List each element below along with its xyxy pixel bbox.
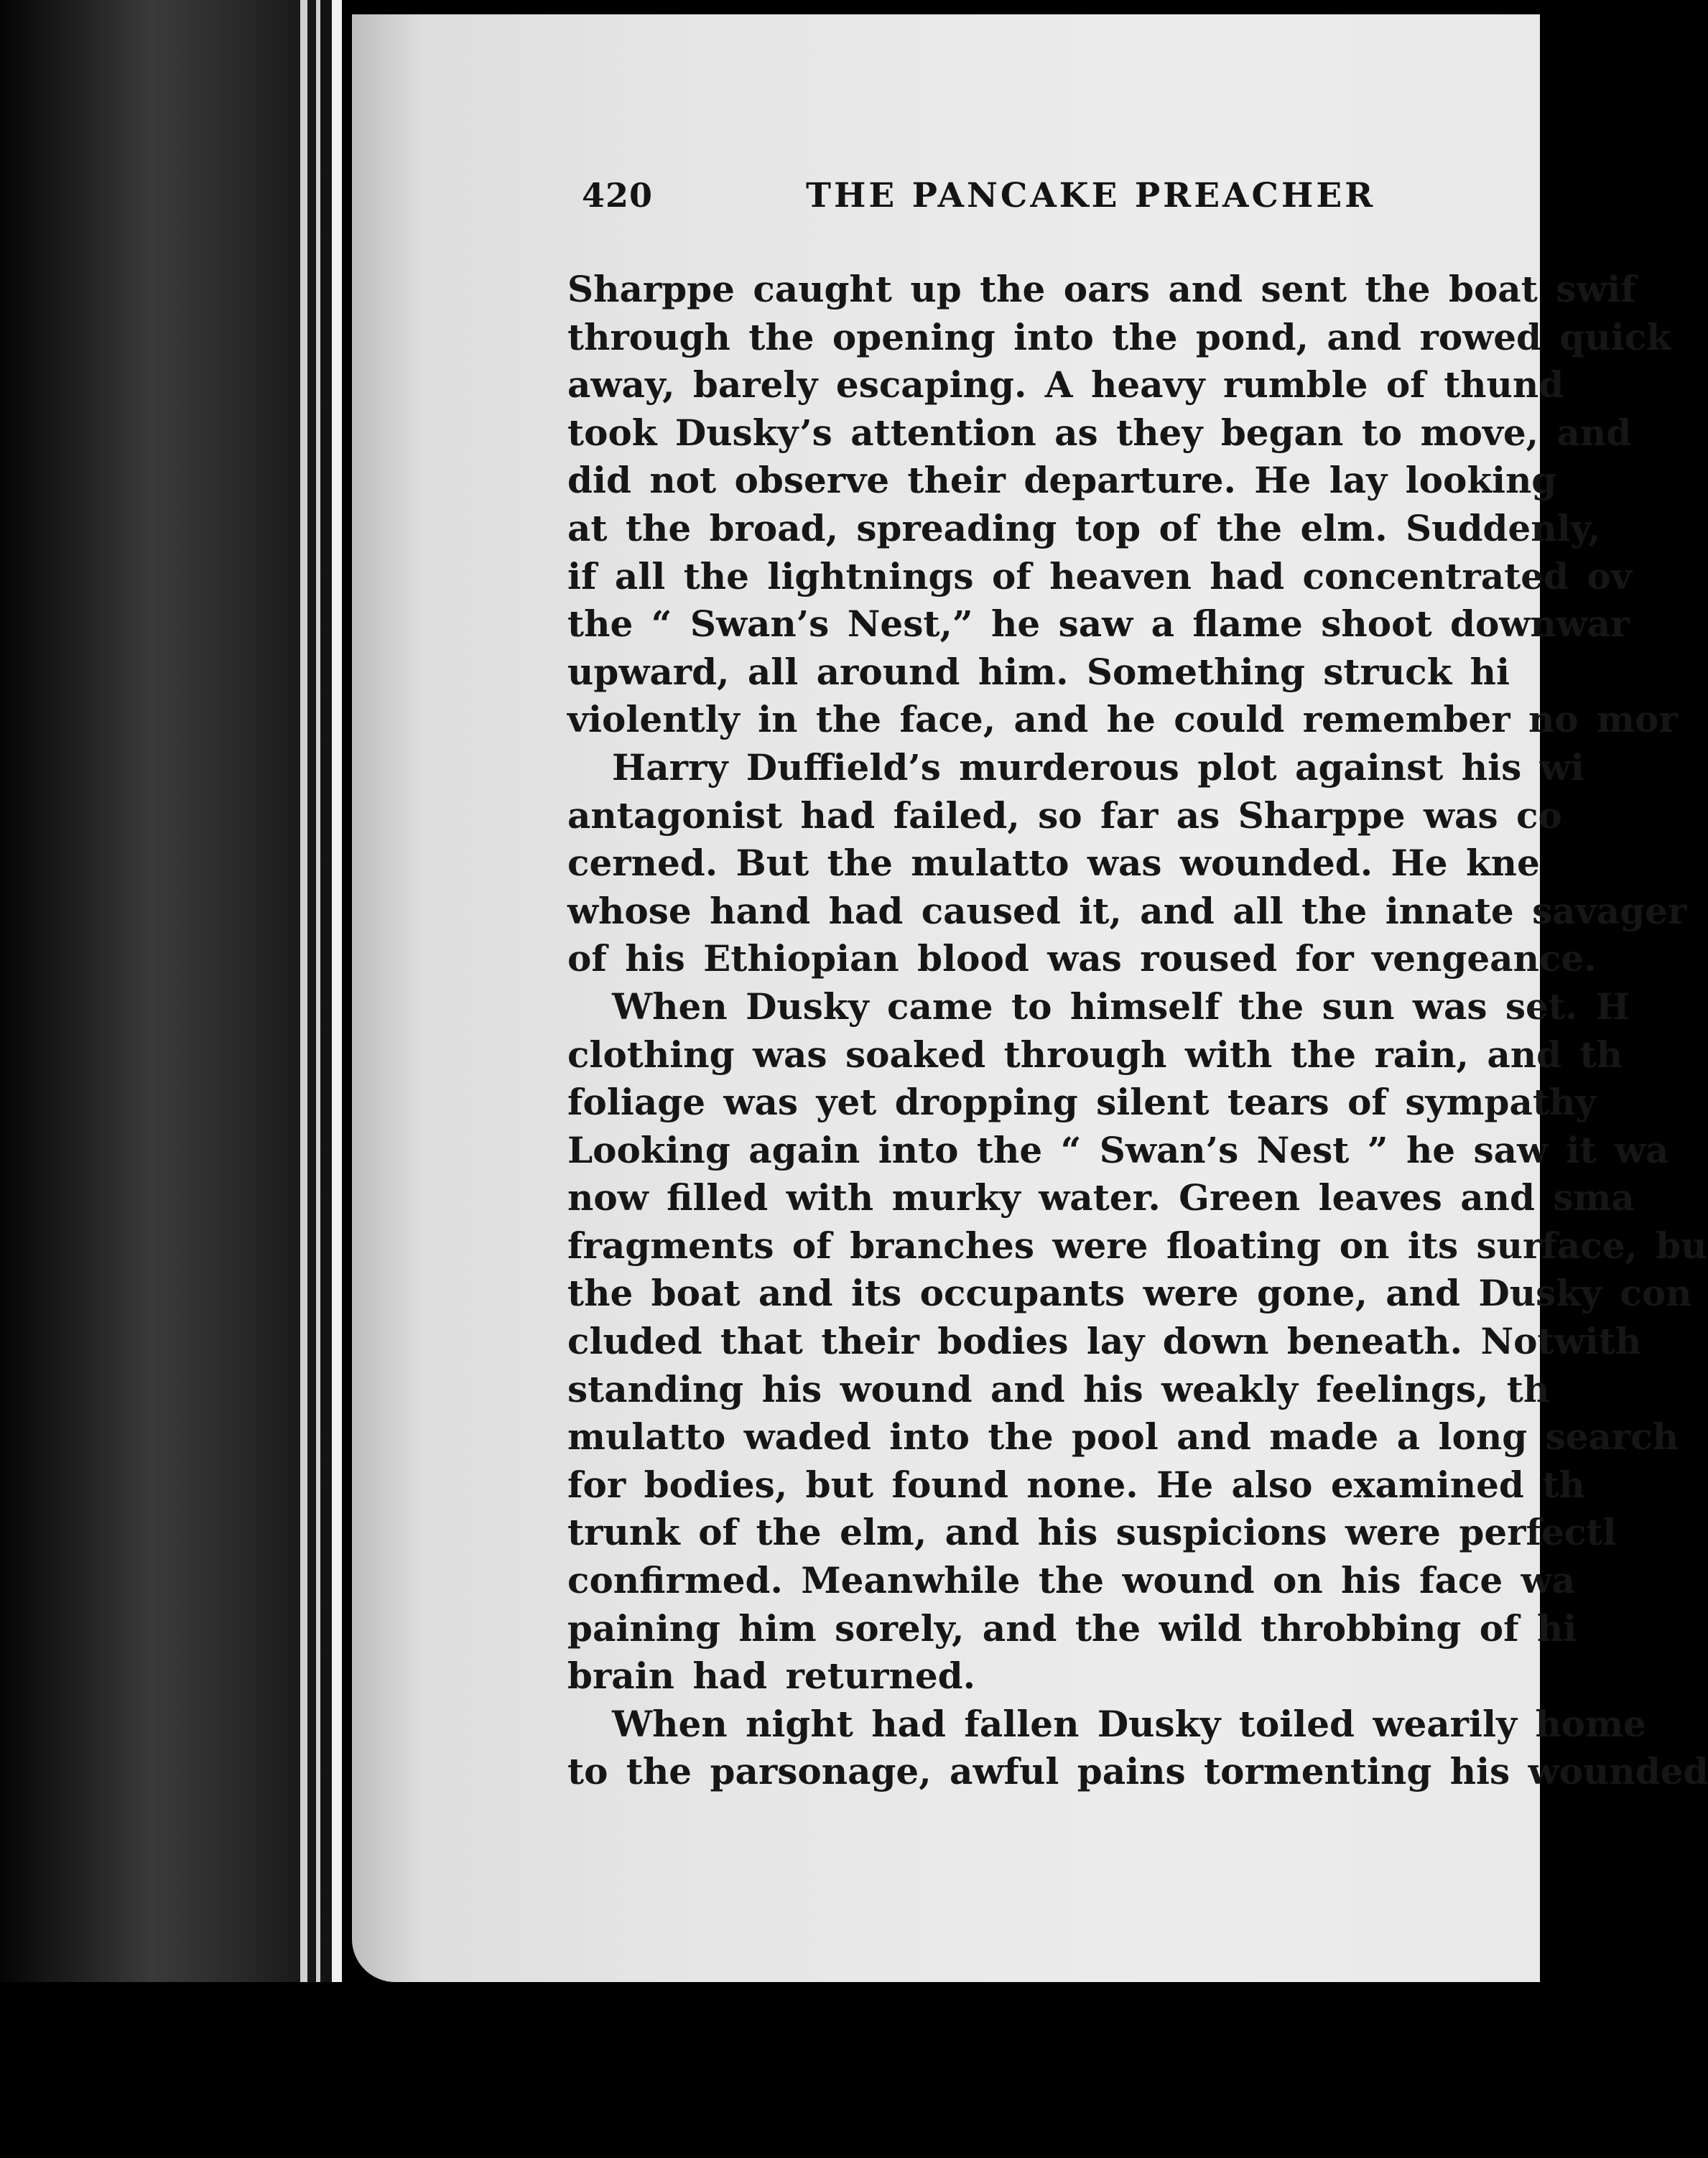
- text-line: clothing was soaked through with the rain, and th: [567, 1033, 1623, 1076]
- text-line: When night had fallen Dusky toiled wearily home: [612, 1702, 1646, 1745]
- text-line: Sharppe caught up the oars and sent the boat swif: [567, 268, 1636, 310]
- binding-edge-stripe: [332, 0, 342, 2158]
- running-head: THE PANCAKE PREACHER: [806, 176, 1376, 215]
- text-line: through the opening into the pond, and rowed quick: [567, 315, 1671, 358]
- microfilm-dark-margin: [0, 0, 338, 2158]
- body-text: [567, 266, 1708, 1796]
- text-line: cerned. But the mulatto was wounded. He kne: [567, 842, 1540, 885]
- text-line: mulatto waded into the pool and made a long search: [567, 1415, 1679, 1459]
- text-line: whose hand had caused it, and all the innate savager: [567, 889, 1687, 932]
- binding-edge-stripe: [300, 0, 307, 2158]
- text-line: the “ Swan’s Nest,” he saw a flame shoot downwar: [567, 603, 1630, 646]
- text-line: When Dusky came to himself the sun was set. H: [612, 985, 1630, 1028]
- binding-edge-stripe: [316, 0, 320, 2158]
- text-line: Looking again into the “ Swan’s Nest ” he saw it wa: [567, 1128, 1669, 1171]
- text-line: to the parsonage, awful pains tormenting his wounded: [567, 1750, 1708, 1793]
- text-line: did not observe their departure. He lay looking: [567, 459, 1557, 502]
- text-line: foliage was yet dropping silent tears of sympathy: [567, 1081, 1597, 1124]
- text-line: Harry Duffield’s murderous plot against his wi: [612, 745, 1584, 789]
- text-line: took Dusky’s attention as they began to move, and: [567, 411, 1632, 454]
- text-line: trunk of the elm, and his suspicions were perfectl: [567, 1511, 1617, 1554]
- text-line: of his Ethiopian blood was roused for vengeance.: [567, 937, 1597, 980]
- text-line: fragments of branches were floating on its surface, bu: [567, 1224, 1707, 1267]
- text-line: paining him sorely, and the wild throbbing of hi: [567, 1606, 1577, 1650]
- text-line: confirmed. Meanwhile the wound on his face wa: [567, 1559, 1575, 1602]
- text-line: antagonist had failed, so far as Sharppe was co: [567, 794, 1562, 837]
- text-line: brain had returned.: [567, 1655, 976, 1698]
- text-line: now filled with murky water. Green leaves and sma: [567, 1176, 1635, 1219]
- text-line: for bodies, but found none. He also examined th: [567, 1463, 1585, 1506]
- text-line: at the broad, spreading top of the elm. Suddenly,: [567, 506, 1601, 549]
- page-header: [582, 176, 1540, 233]
- text-line: cluded that their bodies lay down beneath. Notwith: [567, 1320, 1642, 1363]
- text-line: upward, all around him. Something struck hi: [567, 650, 1510, 693]
- text-line: violently in the face, and he could remember no mor: [567, 698, 1678, 741]
- page-number: 420: [582, 176, 654, 215]
- text-line: the boat and its occupants were gone, and Dusky con: [567, 1272, 1692, 1315]
- text-line: away, barely escaping. A heavy rumble of thund: [567, 363, 1564, 406]
- text-line: standing his wound and his weakly feelings, th: [567, 1367, 1550, 1410]
- scan-bottom-shadow: [0, 1982, 1540, 2158]
- text-line: if all the lightnings of heaven had concentrated ov: [567, 554, 1632, 597]
